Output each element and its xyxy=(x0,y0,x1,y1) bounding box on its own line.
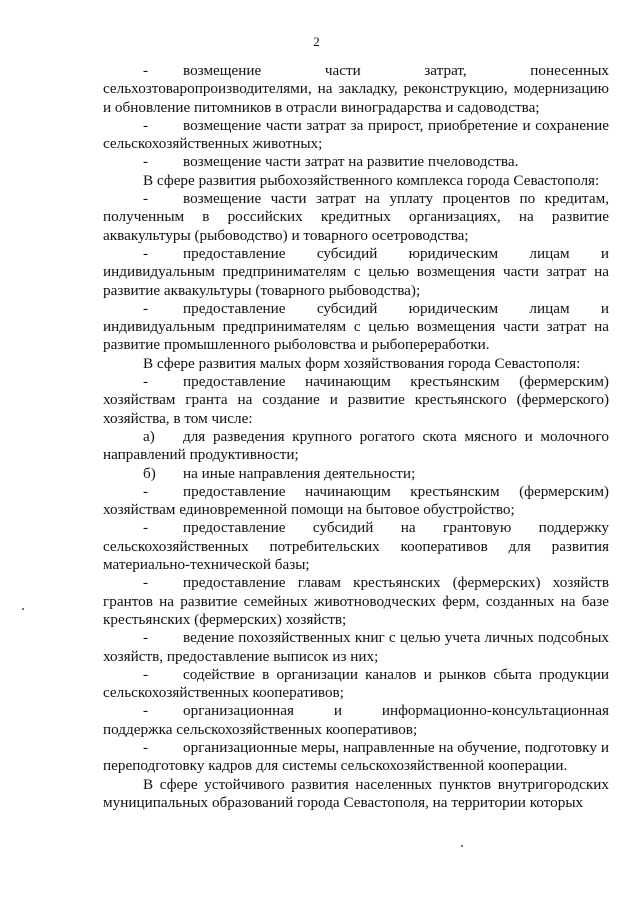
list-item-text: возмещение части затрат на развитие пчеловодства. xyxy=(183,153,519,171)
list-marker: - xyxy=(143,665,149,683)
list-item-text: возмещение части затрат, понесенных сельхозтоваропроизводителями, на закладку, реконструкцию, модернизацию и обновление питомников в отрасли виноградарства и садоводства; xyxy=(103,62,609,116)
list-item xyxy=(103,483,609,520)
list-item xyxy=(103,574,609,629)
list-marker: - xyxy=(143,116,149,134)
list-item-text: предоставление субсидий юридическим лицам и индивидуальным предпринимателям с целью возмещения части затрат на развитие аквакультуры (товарного рыбоводства); xyxy=(103,244,609,299)
list-item-text: предоставление начинающим крестьянским (фермерским) хозяйствам единовременной помощи на бытовое обустройство; xyxy=(103,482,609,519)
list-item-text: ведение похозяйственных книг с целью учета личных подсобных хозяйств, предоставление выписок из них; xyxy=(103,629,609,665)
list-marker: - xyxy=(143,153,149,171)
list-item xyxy=(103,245,609,300)
list-marker: - xyxy=(143,519,149,537)
list-item xyxy=(103,117,609,154)
list-item xyxy=(103,373,609,428)
list-item xyxy=(103,666,609,703)
section-heading-paragraph: В сфере развития малых форм хозяйствования города Севастополя: xyxy=(143,354,581,372)
list-item-text: организационная и информационно-консультационная поддержка сельскохозяйственных кооперативов; xyxy=(103,702,609,738)
list-item xyxy=(103,62,609,117)
list-item-text: предоставление главам крестьянских (фермерских) хозяйств грантов на развитие семейных животноводческих ферм, созданных на базе крестьянских (фермерских) хозяйств; xyxy=(103,574,609,628)
list-marker: - xyxy=(143,62,149,79)
list-item-text: предоставление субсидий на грантовую поддержку сельскохозяйственных потребительских кооперативов для развития материально-технической базы; xyxy=(103,519,609,574)
list-item xyxy=(103,300,609,355)
list-item xyxy=(103,702,609,739)
page-number: 2 xyxy=(313,34,320,49)
section-heading-paragraph: В сфере устойчивого развития населенных пунктов внутригородских муниципальных образований города Севастополя, на территории которых xyxy=(103,775,609,811)
list-item-text: возмещение части затрат за прирост, приобретение и сохранение сельскохозяйственных животных; xyxy=(103,116,609,153)
list-item xyxy=(103,428,609,465)
list-marker: - xyxy=(143,373,149,391)
list-item-text: возмещение части затрат на уплату процентов по кредитам, полученным в российских кредитных организациях, на развитие аквакультуры (рыбоводство) и товарного осетроводства; xyxy=(103,190,609,244)
list-item-text: организационные меры, направленные на обучение, подготовку и переподготовку кадров для системы сельскохозяйственной кооперации. xyxy=(103,738,609,775)
document-body xyxy=(103,62,609,812)
section-heading-paragraph: В сфере развития рыбохозяйственного комплекса города Севастополя: xyxy=(143,171,600,189)
list-item xyxy=(103,739,609,776)
list-marker: - xyxy=(143,190,149,208)
list-item xyxy=(103,190,609,245)
list-marker: - xyxy=(143,629,149,647)
list-marker: а) xyxy=(143,427,155,445)
list-item-text: предоставление субсидий юридическим лицам и индивидуальным предпринимателям с целью возмещения части затрат на развитие промышленного рыболовства и рыбопереработки. xyxy=(103,299,609,354)
scan-speck xyxy=(22,608,24,610)
list-item-text: предоставление начинающим крестьянским (фермерским) хозяйствам гранта на создание и развитие крестьянского (фермерского) хозяйства, в том числе: xyxy=(103,373,609,427)
list-item-text: для разведения крупного рогатого скота мясного и молочного направлений продуктивности; xyxy=(103,427,609,464)
list-item-text: содействие в организации каналов и рынков сбыта продукции сельскохозяйственных кооперативов; xyxy=(103,665,609,702)
scan-speck xyxy=(461,845,463,847)
list-item xyxy=(103,519,609,574)
list-marker: - xyxy=(143,738,149,756)
list-item xyxy=(103,153,609,171)
list-marker: - xyxy=(143,299,149,317)
list-marker: - xyxy=(143,702,149,720)
list-item xyxy=(103,465,609,483)
list-marker: - xyxy=(143,574,149,592)
list-item-text: на иные направления деятельности; xyxy=(183,464,416,482)
list-marker: - xyxy=(143,482,149,500)
list-marker: - xyxy=(143,244,149,262)
list-item xyxy=(103,629,609,666)
list-marker: б) xyxy=(143,464,156,482)
